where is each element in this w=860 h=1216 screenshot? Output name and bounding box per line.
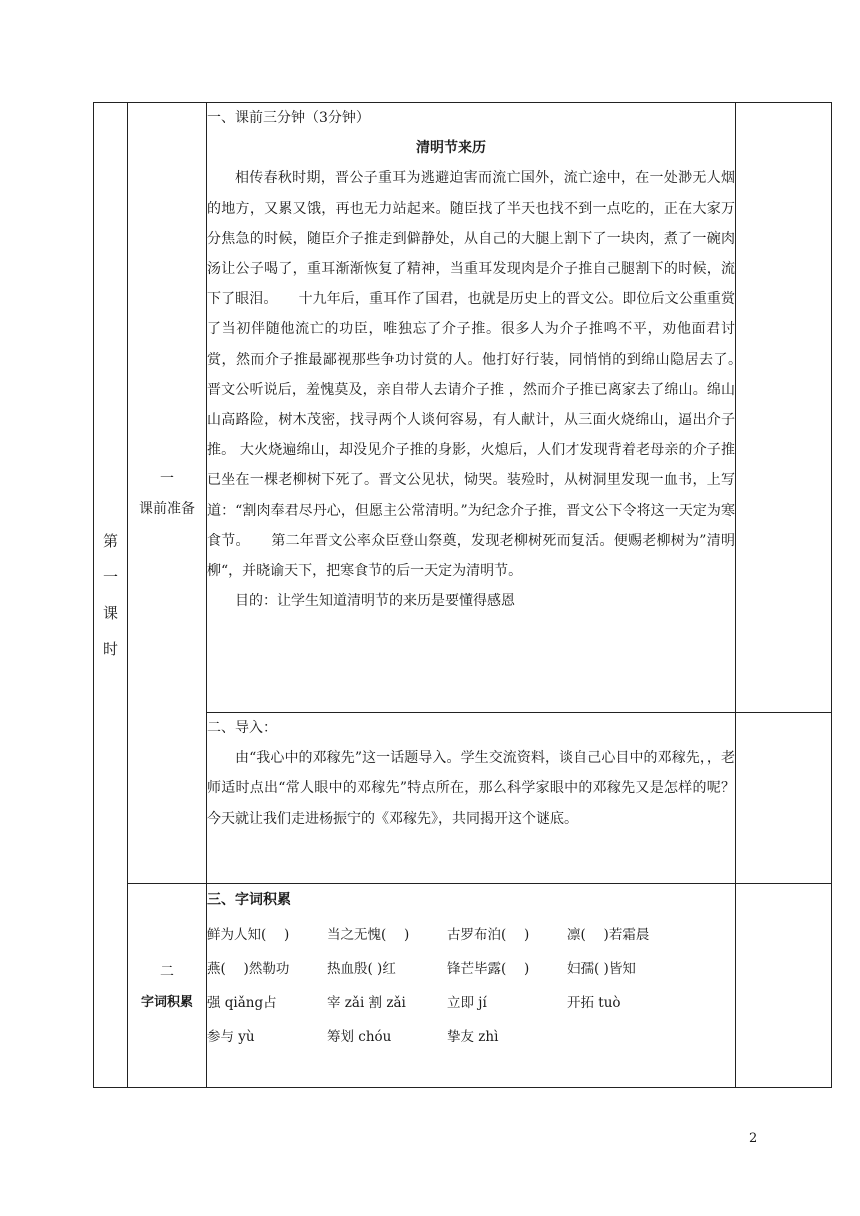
vocab-item: 立即 jí: [447, 995, 487, 1011]
vocab-item: 筹划 chóu: [327, 1029, 392, 1045]
part1-heading: 一、课前三分钟（3分钟）: [207, 110, 370, 126]
vocab-item: 凛( )若霜晨: [567, 927, 650, 943]
lesson-label-cell: [94, 103, 128, 1088]
vocab-item: 当之无愧( ): [327, 927, 410, 943]
part1-content: [207, 103, 763, 713]
vocab-item: 鲜为人知( ): [207, 927, 290, 943]
vocab-item: 强 qiǎng占: [207, 995, 277, 1011]
story-paragraph: 相传春秋时期，晋公子重耳为逃避迫害而流亡国外，流亡途中，在一处渺无人烟的地方，又累又饿，再也无力站起来。随臣找了半天也找不到一点吃的，正在大家万分焦急的时候，随臣介子推走到僻静处，从自己的大腿上割下了一块肉，煮了一碗肉汤让公子喝了，重耳渐渐恢复了精神，当重耳发现肉是介子推自己腿割下的时候，流下了眼泪。 十九年后，重耳作了国君，也就是历史上的晋文公。即位后文公重重赏了当初伴随他流亡的功臣，唯独忘了介子推。很多人为介子推鸣不平，劝他面君讨赏，然而介子推最鄙视那些争功讨赏的人。他打好行装，同悄悄的到绵山隐居去了。 晋文公听说后，羞愧莫及，亲自带人去请介子推 ，然而介子推已离家去了绵山。绵山山高路险，树木茂密，找寻两个人谈何容易，有人献计，从三面火烧绵山，逼出介子推。 大火烧遍绵山，却没见介子推的身影，火熄后，人们才发现背着老母亲的介子推已坐在一棵老柳树下死了。晋文公见状，恸哭。装殓时，从树洞里发现一血书，上写道：“割肉奉君尽丹心，但愿主公常清明。”为纪念介子推，晋文公下令将这一天定为寒食节。 第二年晋文公率众臣登山祭奠，发现老柳树死而复活。便赐老柳树为”清明柳“，并晓谕天下，把寒食节的后一天定为清明节。: [207, 170, 763, 580]
notes-cell-1: [736, 103, 832, 713]
vocab-item: 参与 yù: [207, 1029, 255, 1045]
part3-content: [207, 884, 736, 1088]
lesson-label: 第一课时: [102, 532, 118, 658]
section-vocab-number: 二: [160, 964, 174, 980]
part2-heading: 二、导入：: [207, 720, 277, 736]
part2-content: [207, 713, 736, 884]
vocab-item: 锋芒毕露( ): [447, 961, 530, 977]
part3-heading: 三、字词积累: [207, 892, 291, 908]
section-vocab-cell: [128, 884, 207, 1088]
vocab-item: 宰 zǎi 割 zǎi: [327, 995, 406, 1011]
section-prep-cell: [128, 103, 207, 884]
vocab-row: [207, 984, 735, 1018]
vocab-row: [207, 1018, 735, 1052]
vocab-item: 开拓 tuò: [567, 995, 621, 1011]
notes-cell-2: [736, 713, 832, 884]
vocab-row: [207, 950, 735, 984]
vocab-item: 热血殷( )红: [327, 961, 396, 977]
lesson-plan-table: [93, 102, 832, 1088]
vocab-item: 燕( )然勒功: [207, 961, 290, 977]
section-vocab-name: 字词积累: [140, 995, 193, 1010]
part1-goal: 目的：让学生知道清明节的来历是要懂得感恩: [235, 593, 515, 610]
section-prep-name: 课前准备: [139, 501, 195, 517]
page-number: 2: [749, 1131, 758, 1146]
vocab-row: [207, 916, 735, 950]
notes-cell-3: [736, 884, 832, 1088]
vocab-item: 挚友 zhì: [447, 1029, 499, 1045]
story-title: 清明节来历: [416, 140, 486, 157]
vocab-item: 妇孺( )皆知: [567, 961, 636, 977]
section-prep-number: 一: [160, 471, 174, 487]
part2-text: 由“我心中的邓稼先”这一话题导入。学生交流资料，谈自己心目中的邓稼先，，老师适时点出“常人眼中的邓稼先”特点所在，那么科学家眼中的邓稼先又是怎样的呢？今天就让我们走进杨振宁的《邓稼先》，共同揭开这个谜底。: [207, 750, 735, 827]
vocab-item: 古罗布泊( ): [447, 927, 530, 943]
